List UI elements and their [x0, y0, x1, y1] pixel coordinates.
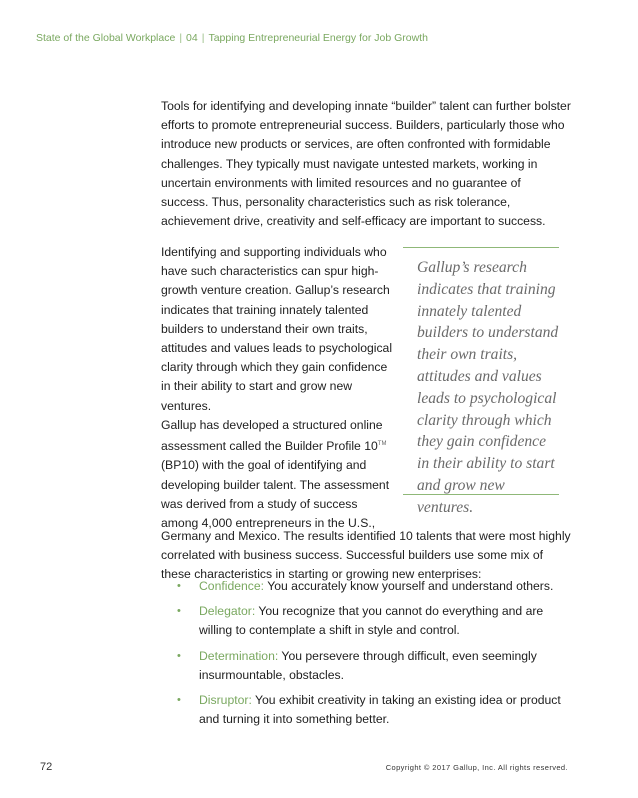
running-header	[36, 32, 428, 44]
list-item	[175, 577, 575, 596]
page-number: 72	[40, 761, 53, 773]
talent-term: Confidence:	[199, 579, 265, 593]
header-separator: |	[201, 32, 205, 44]
identifying-paragraph: Identifying and supporting individuals who have such characteristics can spur high-growth venture creation. Gallup’s research indicates that training innately talented builders to understand their own traits, attitudes and values leads to psychological clarity through which they gain confidence in their ability to start and grow new ventures.	[161, 245, 393, 413]
assessment-text-1: Gallup has developed a structured online assessment called the Builder Profile 10	[161, 418, 383, 454]
talent-list	[175, 577, 575, 735]
bullet-icon: •	[177, 605, 181, 618]
list-item	[175, 602, 575, 640]
chapter-title: Tapping Entrepreneurial Energy for Job Growth	[208, 32, 428, 44]
talent-term: Delegator:	[199, 604, 256, 619]
pull-quote-text: Gallup’s research indicates that training innately talented builders to understand their own traits, attitudes and values leads to psychological clarity through which they gain confidence in their ability to start and grow new ventures.	[417, 259, 559, 516]
copyright-notice: Copyright © 2017 Gallup, Inc. All rights reserved.	[385, 763, 568, 772]
talent-description: You accurately know yourself and understand others.	[264, 579, 554, 593]
report-title: State of the Global Workplace	[36, 32, 176, 44]
bullet-icon: •	[177, 694, 181, 707]
list-item	[175, 691, 575, 729]
bullet-icon: •	[177, 649, 181, 662]
assessment-paragraph	[161, 416, 393, 533]
talent-description: You exhibit creativity in taking an existing idea or product and turning it into something better.	[199, 693, 561, 727]
chapter-number: 04	[186, 32, 198, 44]
bullet-icon: •	[177, 580, 181, 592]
intro-paragraph: Tools for identifying and developing innate “builder” talent can further bolster efforts to promote entrepreneurial success. Builders, particularly those who introduce new products or services, are often confronted with formidable challenges. They typically must navigate untested markets, working in uncertain environments with limited resources and no guarantee of success. Thus, personality characteristics such as risk tolerance, achievement drive, creativity and self-efficacy are important to success.	[161, 99, 571, 229]
assessment-continued-paragraph: Germany and Mexico. The results identified 10 talents that were most highly correlated with business success. Successful builders use some mix of these characteristics in starting or growing new enterprises:	[161, 529, 571, 582]
talent-term: Disruptor:	[199, 693, 252, 708]
talent-description: You recognize that you cannot do everything and are willing to contemplate a shift in style and control.	[199, 604, 544, 638]
list-item	[175, 647, 575, 685]
pull-quote	[403, 247, 559, 516]
talent-term: Determination:	[199, 648, 279, 663]
talent-description: You persevere through difficult, even seemingly insurmountable, obstacles.	[199, 648, 537, 682]
header-separator: |	[179, 32, 183, 44]
assessment-text-2: (BP10) with the goal of identifying and developing builder talent. The assessment was derived from a study of success among 4,000 entrepreneurs in the U.S.,	[161, 458, 390, 531]
trademark-mark: TM	[377, 441, 387, 448]
